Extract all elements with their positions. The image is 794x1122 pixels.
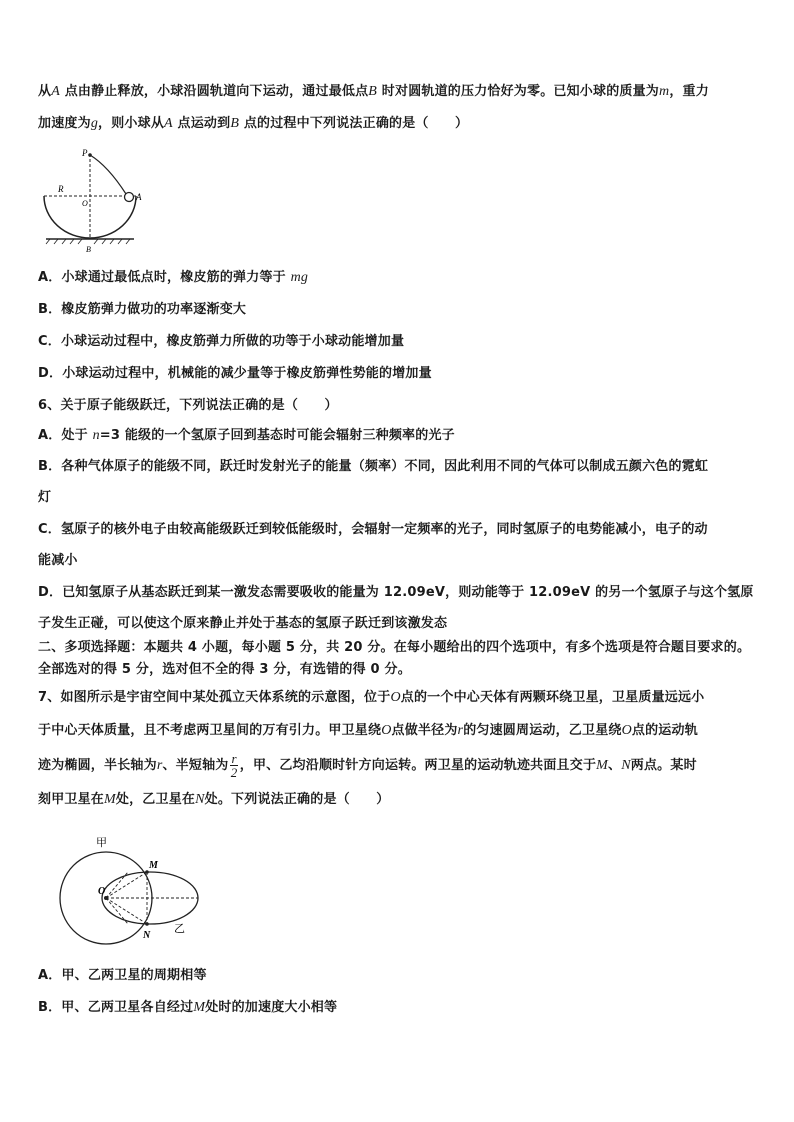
q7-stem-line3 — [38, 752, 697, 779]
q5-option-c: C．小球运动过程中，橡皮筋弹力所做的功等于小球动能增加量 — [38, 334, 405, 349]
q7-option-b — [38, 1000, 337, 1016]
point-n — [145, 922, 149, 926]
ball — [125, 193, 134, 202]
question5-stem-line2 — [38, 116, 468, 132]
text: 从 — [38, 84, 52, 99]
var-g: g — [90, 116, 99, 131]
rubber-band — [90, 155, 126, 194]
var-mg: mg — [290, 270, 309, 285]
label-r: R — [58, 184, 64, 194]
option-text: A．小球通过最低点时，橡皮筋的弹力等于 — [38, 270, 291, 285]
q6-option-d-line1: D．已知氢原子从基态跃迁到某一激发态需要吸收的能量为 12.09eV，则动能等于 12.09eV 的另一个氢原子与这个氢原 — [38, 585, 754, 600]
text: 处。下列说法正确的是（ ） — [204, 792, 390, 807]
text: 的匀速圆周运动，乙卫星绕 — [463, 723, 622, 738]
text: 点的运动轨 — [631, 723, 698, 738]
q7-stem-line1 — [38, 690, 704, 706]
var-m: M — [104, 792, 116, 807]
label-o: O — [98, 886, 106, 897]
q5-option-d: D．小球运动过程中，机械能的减少量等于橡皮筋弹性势能的增加量 — [38, 366, 432, 381]
var-a: A — [51, 84, 60, 99]
q7-stem-line2 — [38, 723, 698, 739]
var-m: M — [596, 758, 609, 773]
pivot-point — [88, 153, 92, 157]
label-jia: 甲 — [96, 837, 107, 849]
q6-option-b-line1: B．各种气体原子的能级不同，跃迁时发射光子的能量（频率）不同，因此利用不同的气体可以制成五颜六色的霓虹 — [38, 459, 709, 474]
text: 加速度为 — [38, 116, 91, 131]
fraction-numerator: r — [231, 751, 237, 766]
label-n: N — [143, 930, 151, 941]
var-m: M — [193, 1000, 206, 1015]
text: =3 能级的一个氢原子回到基态时可能会辐射三种频率的光子 — [99, 428, 455, 443]
label-o: O — [82, 199, 88, 208]
var-b: B — [230, 116, 240, 131]
text: 处时的加速度大小相等 — [205, 1000, 338, 1015]
var-r: r — [457, 723, 464, 738]
q5-option-b: B．橡皮筋弹力做功的功率逐渐变大 — [38, 302, 247, 317]
var-m: m — [659, 84, 670, 99]
q5-option-a — [38, 270, 308, 286]
text: 刻甲卫星在 — [38, 792, 105, 807]
var-r: r — [156, 758, 163, 773]
text: ，重力 — [669, 84, 709, 99]
text: 点由静止释放，小球沿圆轨道向下运动，通过最低点 — [59, 84, 369, 99]
text: 、半短轴为 — [162, 758, 229, 773]
q7-stem-line4 — [38, 792, 389, 808]
label-m: M — [149, 860, 158, 871]
fraction-denominator: 2 — [230, 765, 238, 780]
q6-option-b-line2: 灯 — [38, 490, 52, 505]
text: 处，乙卫星在 — [115, 792, 196, 807]
text: 迹为椭圆，半长轴为 — [38, 758, 157, 773]
q6-option-a — [38, 428, 455, 444]
text: 点的过程中下列说法正确的是（ ） — [239, 116, 469, 131]
text: 两点。某时 — [630, 758, 697, 773]
var-o: O — [621, 723, 632, 738]
section2-instructions-line2: 全部选对的得 5 分，选对但不全的得 3 分，有选错的得 0 分。 — [38, 662, 411, 677]
separator: 、 — [608, 758, 622, 773]
text: 于中心天体质量，且不考虑两卫星间的万有引力。甲卫星绕 — [38, 723, 382, 738]
var-n: N — [195, 792, 205, 807]
text: 点做半径为 — [391, 723, 458, 738]
var-n: n — [92, 428, 100, 443]
label-a: A — [136, 192, 142, 202]
label-b: B — [86, 245, 91, 254]
text: 点运动到 — [172, 116, 231, 131]
q6-option-d-line2: 子发生正碰，可以使这个原来静止并处于基态的氢原子跃迁到该激发态 — [38, 616, 448, 631]
text: ，甲、乙均沿顺时针方向运转。两卫星的运动轨迹共面且交于 — [239, 758, 597, 773]
text: ，则小球从 — [98, 116, 165, 131]
label-p: P — [82, 148, 88, 158]
label-yi: 乙 — [174, 923, 185, 935]
text: 时对圆轨道的压力恰好为零。已知小球的质量为 — [377, 84, 659, 99]
var-n: N — [621, 758, 631, 773]
text: B．甲、乙两卫星各自经过 — [38, 1000, 194, 1015]
fraction-r-over-2 — [230, 752, 237, 779]
var-a: A — [164, 116, 173, 131]
orbit-figure — [50, 830, 230, 945]
var-b: B — [368, 84, 378, 99]
var-o: O — [390, 690, 401, 705]
question5-stem-line1 — [38, 84, 709, 100]
var-o: O — [381, 723, 392, 738]
q6-option-c-line2: 能减小 — [38, 553, 78, 568]
text: 点的一个中心天体有两颗环绕卫星，卫星质量远远小 — [400, 690, 705, 705]
text: A．处于 — [38, 428, 93, 443]
bowl-figure — [38, 146, 158, 256]
text: 7、如图所示是宇宙空间中某处孤立天体系统的示意图，位于 — [38, 690, 391, 705]
q6-stem: 6、关于原子能级跃迁，下列说法正确的是（ ） — [38, 398, 338, 413]
q7-option-a: A．甲、乙两卫星的周期相等 — [38, 968, 207, 983]
section2-instructions-line1: 二、多项选择题：本题共 4 小题，每小题 5 分，共 20 分。在每小题给出的四个选项中，有多个选项是符合题目要求的。 — [38, 640, 751, 655]
q6-option-c-line1: C．氢原子的核外电子由较高能级跃迁到较低能级时，会辐射一定频率的光子，同时氢原子的电势能减小，电子的动 — [38, 522, 708, 537]
